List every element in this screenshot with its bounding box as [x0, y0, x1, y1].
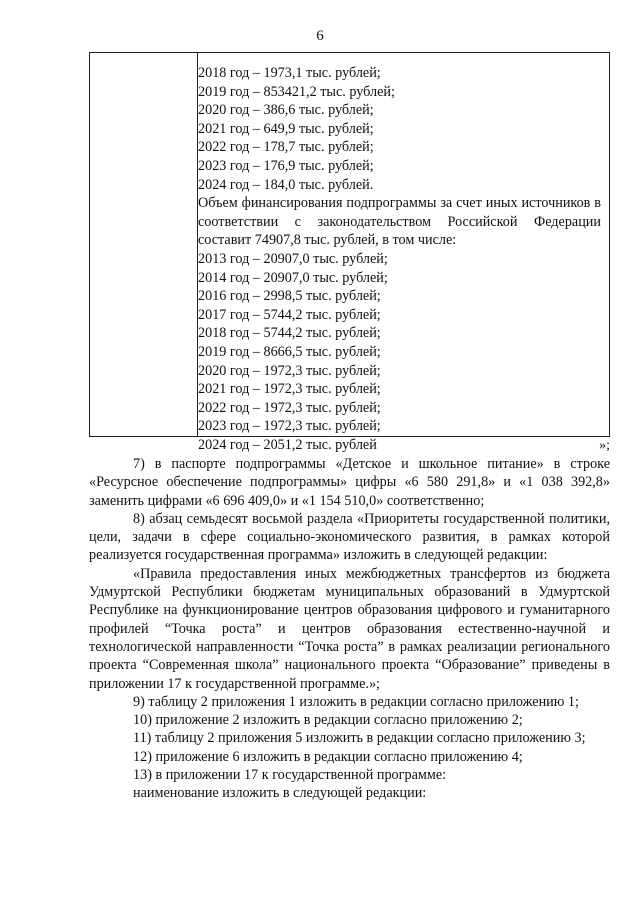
financing-line: 2020 год – 386,6 тыс. рублей;	[198, 102, 374, 119]
table-right-cell	[198, 64, 601, 454]
paragraph-item-13: 13) в приложении 17 к государственной программе:	[133, 767, 447, 784]
financing-line: 2023 год – 1972,3 тыс. рублей;	[198, 418, 381, 435]
paragraph-item-8: 8) абзац семьдесят восьмой раздела «Приоритеты государственной политики, цели, задачи в сфере социально-экономического развития, в рамках которой реализуется государственная программа» изложить в следующей редакции:	[89, 510, 610, 564]
paragraph-item-10: 10) приложение 2 изложить в редакции согласно приложению 2;	[133, 712, 523, 729]
paragraph-item-7: 7) в паспорте подпрограммы «Детское и школьное питание» в строке «Ресурсное обеспечение подпрограммы» цифры «6 580 291,8» и «1 038 392,8» заменить цифрами «6 696 409,0» и «1 154 510,0» соответственно;	[89, 456, 610, 509]
paragraph-name-heading: наименование изложить в следующей редакции:	[133, 785, 427, 802]
financing-line: 2023 год – 176,9 тыс. рублей;	[198, 157, 374, 174]
financing-line: 2018 год – 1973,1 тыс. рублей;	[198, 65, 381, 81]
financing-line: 2022 год – 178,7 тыс. рублей;	[198, 139, 374, 156]
table-closing-quote: »;	[599, 438, 610, 453]
financing-line: 2022 год – 1972,3 тыс. рублей;	[198, 399, 381, 416]
financing-line: 2019 год – 8666,5 тыс. рублей;	[198, 343, 381, 360]
financing-line: 2024 год – 2051,2 тыс. рублей	[198, 436, 377, 453]
paragraph-item-11: 11) таблицу 2 приложения 5 изложить в редакции согласно приложению 3;	[133, 730, 586, 747]
financing-line: 2013 год – 20907,0 тыс. рублей;	[198, 250, 388, 267]
financing-line: 2014 год – 20907,0 тыс. рублей;	[198, 269, 388, 286]
page-number: 6	[316, 28, 324, 44]
financing-line: 2019 год – 853421,2 тыс. рублей;	[198, 83, 395, 100]
financing-table	[89, 52, 610, 453]
financing-line: 2024 год – 184,0 тыс. рублей.	[198, 176, 374, 193]
financing-line: 2020 год – 1972,3 тыс. рублей;	[198, 362, 381, 379]
other-sources-paragraph: Объем финансирования подпрограммы за счет иных источников в соответствии с законодательством Российской Федерации составит 74907,8 тыс. рублей, в том числе:	[198, 195, 601, 249]
paragraph-item-9: 9) таблицу 2 приложения 1 изложить в редакции согласно приложению 1;	[133, 693, 579, 710]
financing-line: 2018 год – 5744,2 тыс. рублей;	[198, 325, 381, 342]
financing-line: 2021 год – 1972,3 тыс. рублей;	[198, 381, 381, 398]
financing-line: 2016 год – 2998,5 тыс. рублей;	[198, 288, 381, 305]
paragraph-quoted-rules: «Правила предоставления иных межбюджетных трансфертов из бюджета Удмуртской Республики бюджетам муниципальных образований в Удмуртской Республике на функционирование центров образования цифрового и гуманитарного профилей “Точка роста” и центров образования естественно-научной и технологической направленности “Точка роста” в рамках реализации регионального проекта “Современная школа” национального проекта “Образование” приведены в приложении 17 к государственной программе.»;	[89, 565, 610, 692]
financing-line: 2021 год – 649,9 тыс. рублей;	[198, 120, 374, 137]
paragraph-item-12: 12) приложение 6 изложить в редакции согласно приложению 4;	[133, 748, 523, 765]
table-left-cell	[90, 53, 198, 436]
financing-line: 2017 год – 5744,2 тыс. рублей;	[198, 306, 381, 323]
document-body	[89, 455, 610, 803]
